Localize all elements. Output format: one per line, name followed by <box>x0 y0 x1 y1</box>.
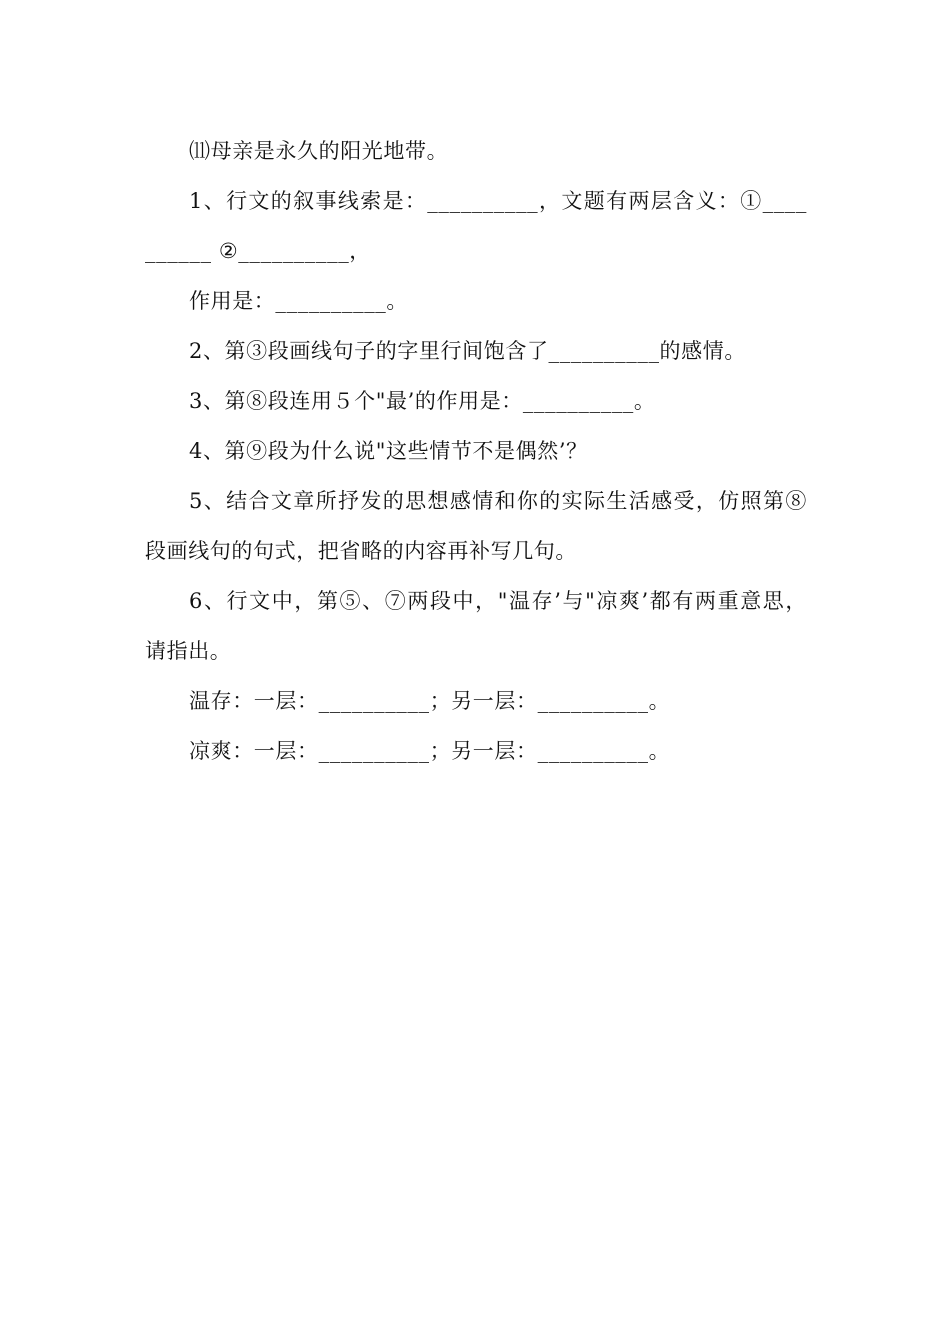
answer-liangshuang: 凉爽：一层：__________；另一层：__________。 <box>189 739 671 763</box>
question-1-line-1: 1、行文的叙事线索是：__________，文题有两层含义：①____ <box>189 189 807 213</box>
question-1-line-2: ______ ②__________， <box>145 239 371 263</box>
question-3: 3、第⑧段连用５个"最’的作用是：__________。 <box>189 389 656 413</box>
question-2: 2、第③段画线句子的字里行间饱含了__________的感情。 <box>189 339 746 363</box>
question-6-line-1: 6、行文中，第⑤、⑦两段中，"温存’与"凉爽’都有两重意思， <box>189 589 807 613</box>
question-5-line-2: 段画线句的句式，把省略的内容再补写几句。 <box>145 539 577 563</box>
question-4: 4、第⑨段为什么说"这些情节不是偶然’？ <box>189 439 588 463</box>
question-5-line-1: 5、结合文章所抒发的思想感情和你的实际生活感受，仿照第⑧ <box>189 489 807 513</box>
answer-wencun: 温存：一层：__________；另一层：__________。 <box>189 689 671 713</box>
paragraph-11-line: ⑾母亲是永久的阳光地带。 <box>189 139 449 163</box>
question-6-line-2: 请指出。 <box>145 639 232 663</box>
question-1-line-3: 作用是：__________。 <box>189 289 408 313</box>
